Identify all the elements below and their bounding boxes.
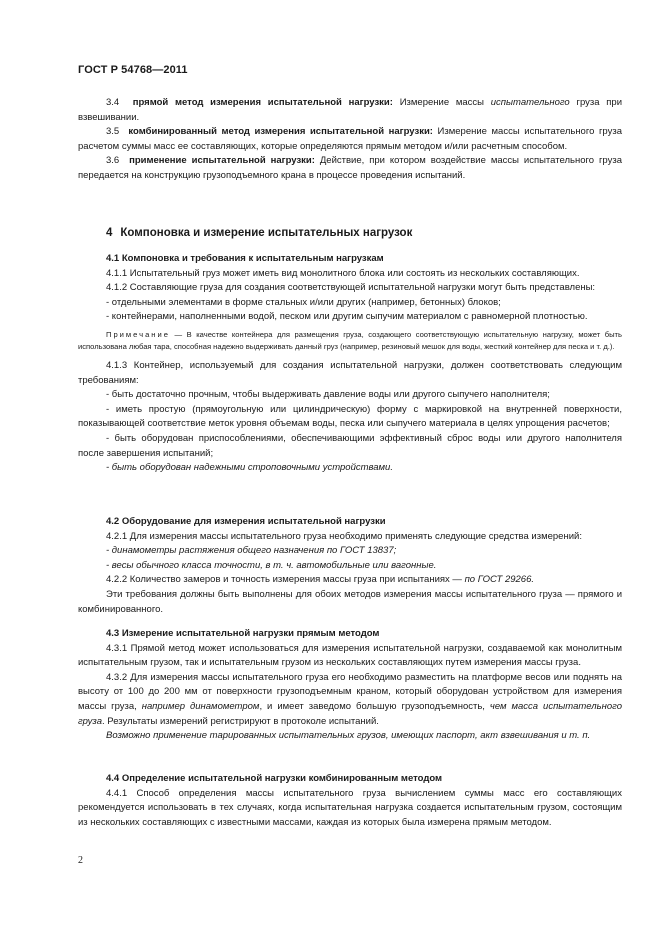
term-3-5-title: комбинированный метод измерения испытательной нагрузки: [128,126,433,138]
term-3-5: 3.5 комбинированный метод измерения испытательной нагрузки: Измерение массы испытательного груза расчетом суммы масс ее составляющих, которые определяются прямым методом и/или расчетным способом. [78,126,623,152]
section-4-4-heading: 4.4 Определение испытательной нагрузки комбинированным методом [106,773,443,784]
note: Примечание — В качестве контейнера для размещения груза, создающего соответствующую испытательную нагрузку, может быть использована любая тара, способная надежно выдерживать данный груз (например, резиновый мешок для воды, жесткий контейнер для песка и т. д.). [78,329,622,352]
note-label: Примечание [106,329,170,339]
section-4-1 [78,252,622,476]
term-3-4: 3.4 прямой метод измерения испытательной нагрузки: Измерение массы испытательного груза при взвешивании. [78,97,622,123]
list-item: - динамометры растяжения общего назначения по ГОСТ 13837; [106,545,397,557]
section-4-4 [78,772,622,830]
list-item: - отдельными элементами в форме стальных и/или других (например, бетонных) блоков; [106,296,501,308]
section-4-heading: 4 Компоновка и измерение испытательных нагрузок [106,227,413,239]
section-4-3-heading: 4.3 Измерение испытательной нагрузки прямым методом [106,628,380,639]
section-4-3 [78,627,622,744]
paragraph-4-3-2-cont: Возможно применение тарированных испытательных грузов, имеющих паспорт, акт взвешивания и т. п. [106,730,591,742]
list-item: - быть достаточно прочным, чтобы выдерживать давление воды или другого сыпучего наполнителя; [106,389,550,401]
paragraph-4-1-3: 4.1.3 Контейнер, используемый для создания испытательной нагрузки, должен соответствовать следующим требованиям: [78,359,622,386]
document-code: ГОСТ Р 54768—2011 [78,64,188,76]
paragraph-4-4-1: 4.4.1 Способ определения массы испытательного груза вычислением суммы масс его составляющих рекомендуется использовать в тех случаях, когда испытательная нагрузка создается испытательным грузом, состоящим из нескольких составляющих с известными массами, каждая из которых была измерена прямым методом. [78,787,622,828]
list-item: - иметь простую (прямоугольную или цилиндрическую) форму с маркировкой на внутренней поверхности, показывающей соответствие меток уровня объемам воды, песка или сыпучего материала в целях упрощения расчетов; [78,403,622,430]
paragraph-4-2-1: 4.2.1 Для измерения массы испытательного груза необходимо применять следующие средства измерений: [106,530,582,542]
paragraph-4-3-2: 4.3.2 Для измерения массы испытательного груза его необходимо разместить на платформе весов или поднять на высоту от 100 до 200 мм от поверхности грузоподъемным краном, который оборудован устройством для измерения массы груза, например динамометром, и имеет заведомо большую грузоподъемность, чем масса испытательного груза. Результаты измерений регистрируют в протоколе испытаний. [78,671,622,727]
term-3-6: 3.6 применение испытательной нагрузки: Действие, при котором воздействие массы испытательного груза передается на конструкцию грузоподъемного крана в процессе проведения испытаний. [78,155,622,181]
term-3-6-title: применение испытательной нагрузки: [129,155,315,167]
section-4-2-heading: 4.2 Оборудование для измерения испытательной нагрузки [106,516,386,527]
paragraph-4-2-2-cont: Эти требования должны быть выполнены для обоих методов измерения массы испытательного груза — прямого и комбинированного. [78,588,622,615]
list-item: - контейнерами, наполненными водой, песком или другим сыпучим материалом с равномерной плотностью. [106,311,588,323]
term-3-4-title: прямой метод измерения испытательной нагрузки: [132,97,393,108]
section-4-2 [78,515,622,617]
paragraph-4-3-1: 4.3.1 Прямой метод может использоваться для измерения испытательной нагрузки, создаваемой как монолитным испытательным грузом, так и испытательным грузом из нескольких составляющих путем измерения массы груза. [78,642,622,669]
page-number: 2 [78,855,83,866]
list-item: - быть оборудован приспособлениями, обеспечивающими эффективный сброс воды или другого наполнителя после завершения испытаний; [78,432,622,459]
paragraph-4-1-2: 4.1.2 Составляющие груза для создания соответствующей испытательной нагрузки могут быть представлены: [106,282,596,294]
paragraph-4-1-1: 4.1.1 Испытательный груз может иметь вид монолитного блока или состоять из нескольких составляющих. [106,267,580,279]
terms-block [78,96,622,184]
list-item: - быть оборудован надежными строповочными устройствами. [106,462,393,474]
section-4-1-heading: 4.1 Компоновка и требования к испытательным нагрузкам [106,253,384,264]
paragraph-4-2-2: 4.2.2 Количество замеров и точность измерения массы груза при испытаниях — по ГОСТ 29266. [106,574,534,586]
list-item: - весы обычного класса точности, в т. ч. автомобильные или вагонные. [106,559,437,571]
